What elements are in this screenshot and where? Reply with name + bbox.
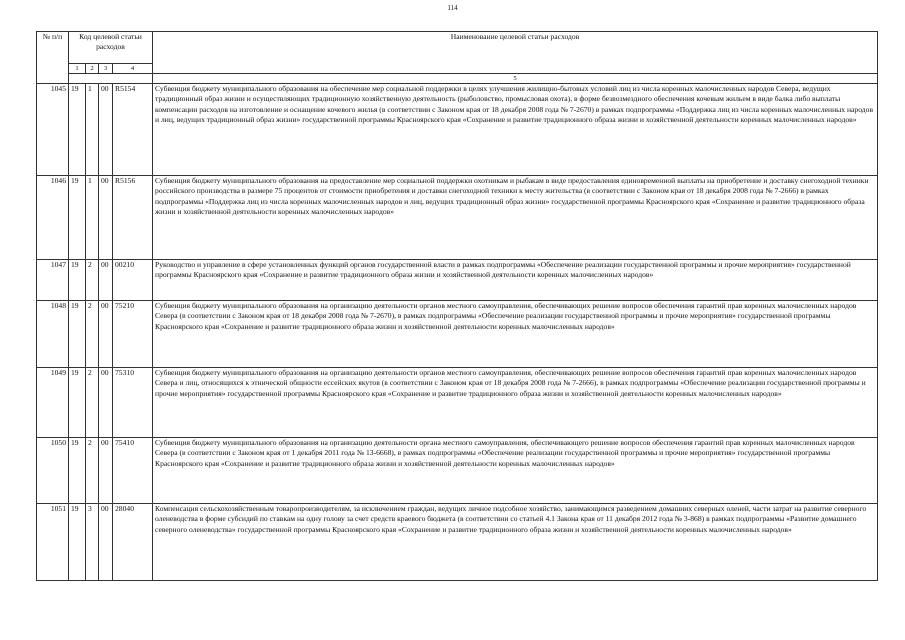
code-part-4: 00210: [113, 260, 153, 301]
page-number: 114: [447, 4, 458, 12]
code-part-4: 75210: [113, 301, 153, 368]
table-row: [37, 260, 878, 301]
code-part-3: 00: [99, 260, 113, 301]
row-number: 1047: [37, 260, 69, 301]
code-part-2: 2: [86, 368, 99, 438]
code-part-1: 19: [69, 84, 86, 176]
row-number: 1050: [37, 438, 69, 504]
header-name-number: 5: [153, 74, 878, 84]
target-name: Компенсация сельскохозяйственным товаропроизводителям, за исключением граждан, ведущих личное подсобное хозяйство, занимающимся разведением домашних северных оленей, части затрат на развитие северного оленеводства в форме субсидий по ставкам на одну голову за счет средств краевого бюджета (в соответствии со статьей 4.1 Закона края от 11 декабря 2012 года № 3-868) в рамках подпрограммы «Развитие домашнего северного оленеводства» государственной программы Красноярского края «Сохранение и развитие традиционного образа жизни и хозяйственной деятельности коренных малочисленных народов»: [153, 504, 878, 581]
row-number: 1048: [37, 301, 69, 368]
code-part-3: 00: [99, 176, 113, 260]
code-part-3: 00: [99, 84, 113, 176]
table-column-number-row: [37, 74, 878, 84]
row-number: 1049: [37, 368, 69, 438]
code-part-2: 3: [86, 504, 99, 581]
target-name: Руководство и управление в сфере установленных функций органов государственной власти в рамках подпрограммы «Обеспечение реализации государственной программы и прочие мероприятия» государственной программы Красноярского края «Сохранение и развитие традиционного образа жизни и хозяйственной деятельности коренных малочисленных народов»: [153, 260, 878, 301]
table-row: [37, 504, 878, 581]
header-code-spacer: [69, 74, 153, 84]
code-part-2: 2: [86, 438, 99, 504]
code-part-1: 19: [69, 260, 86, 301]
code-part-2: 2: [86, 260, 99, 301]
table-row: [37, 368, 878, 438]
code-part-4: R5156: [113, 176, 153, 260]
header-code-part-3: 3: [99, 64, 113, 74]
code-part-2: 1: [86, 84, 99, 176]
code-part-3: 00: [99, 438, 113, 504]
table-row: [37, 84, 878, 176]
header-row-number: № п/п: [37, 32, 69, 84]
code-part-1: 19: [69, 176, 86, 260]
target-name: Субвенция бюджету муниципального образования на организацию деятельности органов местного самоуправления, обеспечивающих решение вопросов обеспечения гарантий прав коренных малочисленных народов Севера и лиц, относящихся к этнической общности ессейских якутов (в соответствии с Законом края от 18 декабря 2008 года № 7-2666), в рамках подпрограммы «Обеспечение реализации государственной программы и прочие мероприятия» государственной программы Красноярского края «Сохранение и развитие традиционного образа жизни и хозяйственной деятельности коренных малочисленных народов»: [153, 368, 878, 438]
header-target-code: Код целевой статьи расходов: [69, 32, 153, 64]
code-part-3: 00: [99, 301, 113, 368]
table-header-row: [37, 32, 878, 64]
code-part-1: 19: [69, 438, 86, 504]
header-code-part-1: 1: [69, 64, 86, 74]
header-code-part-4: 4: [113, 64, 153, 74]
target-name: Субвенция бюджету муниципального образования на организацию деятельности органа местного самоуправления, обеспечивающего решение вопросов обеспечения гарантий прав коренных малочисленных народов Севера (в соответствии с Законом края от 1 декабря 2011 года № 13-6668), в рамках подпрограммы «Обеспечение реализации государственной программы и прочие мероприятия» государственной программы Красноярского края «Сохранение и развитие традиционного образа жизни и хозяйственной деятельности коренных малочисленных народов»: [153, 438, 878, 504]
code-part-1: 19: [69, 504, 86, 581]
code-part-1: 19: [69, 368, 86, 438]
table-row: [37, 301, 878, 368]
code-part-3: 00: [99, 504, 113, 581]
budget-table: [36, 31, 878, 581]
target-name: Субвенция бюджету муниципального образования на организацию деятельности органов местного самоуправления, обеспечивающих решение вопросов обеспечения гарантий прав коренных малочисленных народов Севера (в соответствии с Законом края от 18 декабря 2008 года № 7-2670), в рамках подпрограммы «Обеспечение реализации государственной программы и прочие мероприятия» государственной программы Красноярского края «Сохранение и развитие традиционного образа жизни и хозяйственной деятельности коренных малочисленных народов»: [153, 301, 878, 368]
code-part-1: 19: [69, 301, 86, 368]
header-target-name: Наименование целевой статьи расходов: [153, 32, 878, 74]
code-part-4: 75410: [113, 438, 153, 504]
code-part-3: 00: [99, 368, 113, 438]
row-number: 1046: [37, 176, 69, 260]
code-part-2: 1: [86, 176, 99, 260]
row-number: 1045: [37, 84, 69, 176]
target-name: Субвенция бюджету муниципального образования на предоставление мер социальной поддержки охотникам и рыбакам в виде предоставления единовременной выплаты на приобретение и доставку снегоходной техники российского производства в размере 75 процентов от стоимости приобретения и доставки снегоходной техники к месту жительства (в соответствии с Законом края от 18 декабря 2008 года № 7-2666) в рамках подпрограммы «Поддержка лиц из числа коренных малочисленных народов и лиц, ведущих традиционный образ жизни» государственной программы Красноярского края «Сохранение и развитие традиционного образа жизни и хозяйственной деятельности коренных малочисленных народов»: [153, 176, 878, 260]
code-part-2: 2: [86, 301, 99, 368]
code-part-4: 28040: [113, 504, 153, 581]
target-name: Субвенция бюджету муниципального образования на обеспечение мер социальной поддержки в целях улучшения жилищно-бытовых условий лиц из числа коренных малочисленных народов Севера, ведущих традиционный образ жизни и осуществляющих традиционную хозяйственную деятельность (рыболовство, промысловая охота), в форме безвозмездного обеспечения кочевым жильем в виде балка либо выплаты компенсации расходов на изготовление и оснащение кочевого жилья (в соответствии с Законом края от 18 декабря 2008 года № 7-2670) в рамках подпрограммы «Поддержка лиц из числа коренных малочисленных народов и лиц, ведущих традиционный образ жизни» государственной программы Красноярского края «Сохранение и развитие традиционного образа жизни и хозяйственной деятельности коренных малочисленных народов»: [153, 84, 878, 176]
code-part-4: R5154: [113, 84, 153, 176]
code-part-4: 75310: [113, 368, 153, 438]
table-row: [37, 176, 878, 260]
row-number: 1051: [37, 504, 69, 581]
table-row: [37, 438, 878, 504]
header-code-part-2: 2: [86, 64, 99, 74]
